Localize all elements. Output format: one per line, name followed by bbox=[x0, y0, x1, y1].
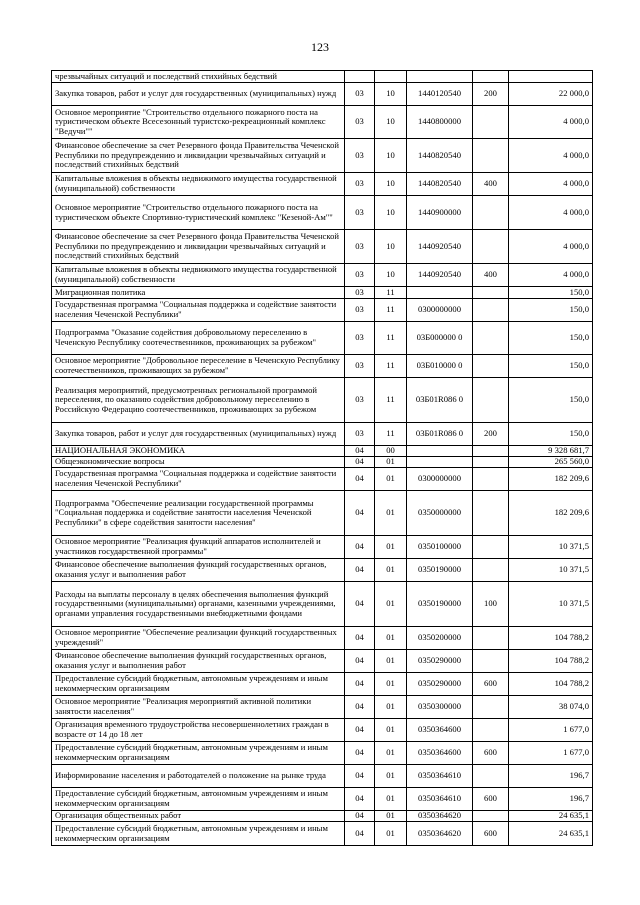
expense-type-cell bbox=[473, 446, 509, 457]
amount-cell: 265 560,0 bbox=[509, 457, 593, 468]
table-row bbox=[52, 822, 593, 846]
section-code-cell: 04 bbox=[345, 719, 375, 742]
section-code-cell: 04 bbox=[345, 811, 375, 822]
budget-table bbox=[51, 70, 593, 846]
table-row bbox=[52, 788, 593, 811]
section-code-cell: 04 bbox=[345, 536, 375, 559]
row-name-cell: Закупка товаров, работ и услуг для государственных (муниципальных) нужд bbox=[52, 83, 345, 106]
section-code-cell: 04 bbox=[345, 627, 375, 650]
target-article-cell: 1440820540 bbox=[407, 139, 473, 173]
table-row bbox=[52, 742, 593, 765]
subsection-code-cell: 01 bbox=[375, 788, 407, 811]
table-row bbox=[52, 673, 593, 696]
target-article-cell: 1440120540 bbox=[407, 83, 473, 106]
row-name-cell: чрезвычайных ситуаций и последствий стихийных бедствий bbox=[52, 71, 345, 83]
subsection-code-cell: 01 bbox=[375, 457, 407, 468]
row-name-cell: Предоставление субсидий бюджетным, автономным учреждениям и иным некоммерческим организациям bbox=[52, 788, 345, 811]
row-name-cell: Основное мероприятие "Строительство отдельного пожарного поста на туристическом объекте Спортивно-туристический комплекс "Кезеной-Ам"" bbox=[52, 196, 345, 230]
amount-cell: 104 788,2 bbox=[509, 673, 593, 696]
target-article-cell: 1440920540 bbox=[407, 264, 473, 287]
amount-cell: 150,0 bbox=[509, 287, 593, 299]
amount-cell: 4 000,0 bbox=[509, 106, 593, 139]
section-code-cell: 04 bbox=[345, 765, 375, 788]
table-row bbox=[52, 196, 593, 230]
section-code-cell: 04 bbox=[345, 446, 375, 457]
row-name-cell: Основное мероприятие "Обеспечение реализации функций государственных учреждений" bbox=[52, 627, 345, 650]
subsection-code-cell: 11 bbox=[375, 287, 407, 299]
expense-type-cell bbox=[473, 811, 509, 822]
subsection-code-cell: 10 bbox=[375, 173, 407, 196]
section-code-cell: 03 bbox=[345, 287, 375, 299]
table-row bbox=[52, 264, 593, 287]
target-article-cell: 1440920540 bbox=[407, 230, 473, 264]
table-row bbox=[52, 71, 593, 83]
amount-cell: 150,0 bbox=[509, 423, 593, 446]
table-row bbox=[52, 559, 593, 582]
row-name-cell: Финансовое обеспечение за счет Резервного фонда Правительства Чеченской Республики по предупреждению и ликвидации чрезвычайных ситуаций и последствий стихийных бедствий bbox=[52, 230, 345, 264]
target-article-cell: 0350364610 bbox=[407, 788, 473, 811]
section-code-cell: 03 bbox=[345, 230, 375, 264]
row-name-cell: Основное мероприятие "Реализация функций аппаратов исполнителей и участников государственной программы" bbox=[52, 536, 345, 559]
expense-type-cell: 400 bbox=[473, 173, 509, 196]
section-code-cell: 03 bbox=[345, 173, 375, 196]
table-row bbox=[52, 536, 593, 559]
target-article-cell: 0350290000 bbox=[407, 650, 473, 673]
amount-cell: 4 000,0 bbox=[509, 173, 593, 196]
subsection-code-cell: 11 bbox=[375, 299, 407, 322]
expense-type-cell bbox=[473, 536, 509, 559]
amount-cell: 150,0 bbox=[509, 378, 593, 423]
section-code-cell: 03 bbox=[345, 423, 375, 446]
subsection-code-cell: 01 bbox=[375, 696, 407, 719]
expense-type-cell bbox=[473, 139, 509, 173]
table-row bbox=[52, 719, 593, 742]
table-row bbox=[52, 139, 593, 173]
expense-type-cell bbox=[473, 468, 509, 491]
table-row bbox=[52, 322, 593, 355]
row-name-cell: Основное мероприятие "Добровольное переселение в Чеченскую Республику соотечественников, проживающих за рубежом" bbox=[52, 355, 345, 378]
target-article-cell bbox=[407, 287, 473, 299]
amount-cell: 24 635,1 bbox=[509, 822, 593, 846]
target-article-cell: 03Б01R086 0 bbox=[407, 378, 473, 423]
section-code-cell: 04 bbox=[345, 696, 375, 719]
expense-type-cell: 600 bbox=[473, 788, 509, 811]
row-name-cell: Организация временного трудоустройства несовершеннолетних граждан в возрасте от 14 до 18 лет bbox=[52, 719, 345, 742]
target-article-cell: 0350100000 bbox=[407, 536, 473, 559]
subsection-code-cell: 01 bbox=[375, 559, 407, 582]
subsection-code-cell: 10 bbox=[375, 139, 407, 173]
subsection-code-cell bbox=[375, 71, 407, 83]
section-code-cell bbox=[345, 71, 375, 83]
section-code-cell: 04 bbox=[345, 491, 375, 536]
subsection-code-cell: 01 bbox=[375, 536, 407, 559]
table-row bbox=[52, 299, 593, 322]
table-row bbox=[52, 423, 593, 446]
row-name-cell: Закупка товаров, работ и услуг для государственных (муниципальных) нужд bbox=[52, 423, 345, 446]
table-row bbox=[52, 650, 593, 673]
subsection-code-cell: 01 bbox=[375, 822, 407, 846]
target-article-cell: 0350190000 bbox=[407, 559, 473, 582]
target-article-cell bbox=[407, 457, 473, 468]
target-article-cell: 0350364610 bbox=[407, 765, 473, 788]
row-name-cell: Предоставление субсидий бюджетным, автономным учреждениям и иным некоммерческим организациям bbox=[52, 742, 345, 765]
expense-type-cell: 600 bbox=[473, 742, 509, 765]
subsection-code-cell: 10 bbox=[375, 83, 407, 106]
subsection-code-cell: 10 bbox=[375, 106, 407, 139]
subsection-code-cell: 01 bbox=[375, 673, 407, 696]
section-code-cell: 03 bbox=[345, 106, 375, 139]
expense-type-cell: 400 bbox=[473, 264, 509, 287]
amount-cell: 4 000,0 bbox=[509, 264, 593, 287]
subsection-code-cell: 11 bbox=[375, 378, 407, 423]
expense-type-cell bbox=[473, 627, 509, 650]
row-name-cell: Основное мероприятие "Реализация мероприятий активной политики занятости населения" bbox=[52, 696, 345, 719]
amount-cell: 9 328 681,7 bbox=[509, 446, 593, 457]
target-article-cell: 0350190000 bbox=[407, 582, 473, 627]
subsection-code-cell: 01 bbox=[375, 765, 407, 788]
table-row bbox=[52, 627, 593, 650]
target-article-cell: 03Б000000 0 bbox=[407, 322, 473, 355]
row-name-cell: Предоставление субсидий бюджетным, автономным учреждениям и иным некоммерческим организациям bbox=[52, 673, 345, 696]
section-code-cell: 03 bbox=[345, 355, 375, 378]
subsection-code-cell: 10 bbox=[375, 196, 407, 230]
expense-type-cell bbox=[473, 106, 509, 139]
row-name-cell: Капитальные вложения в объекты недвижимого имущества государственной (муниципальной) собственности bbox=[52, 173, 345, 196]
section-code-cell: 04 bbox=[345, 788, 375, 811]
section-code-cell: 03 bbox=[345, 299, 375, 322]
amount-cell: 10 371,5 bbox=[509, 582, 593, 627]
row-name-cell: Предоставление субсидий бюджетным, автономным учреждениям и иным некоммерческим организациям bbox=[52, 822, 345, 846]
subsection-code-cell: 10 bbox=[375, 230, 407, 264]
section-code-cell: 03 bbox=[345, 378, 375, 423]
budget-table-body bbox=[52, 71, 593, 846]
target-article-cell: 1440900000 bbox=[407, 196, 473, 230]
subsection-code-cell: 01 bbox=[375, 719, 407, 742]
expense-type-cell bbox=[473, 765, 509, 788]
amount-cell: 104 788,2 bbox=[509, 650, 593, 673]
row-name-cell: Государственная программа "Социальная поддержка и содействие занятости населения Чеченской Республики" bbox=[52, 468, 345, 491]
target-article-cell: 0350364620 bbox=[407, 811, 473, 822]
amount-cell: 104 788,2 bbox=[509, 627, 593, 650]
expense-type-cell: 600 bbox=[473, 673, 509, 696]
row-name-cell: Информирование населения и работодателей о положение на рынке труда bbox=[52, 765, 345, 788]
amount-cell: 1 677,0 bbox=[509, 719, 593, 742]
expense-type-cell bbox=[473, 491, 509, 536]
table-row bbox=[52, 378, 593, 423]
expense-type-cell: 100 bbox=[473, 582, 509, 627]
target-article-cell: 0350364600 bbox=[407, 719, 473, 742]
amount-cell bbox=[509, 71, 593, 83]
subsection-code-cell: 01 bbox=[375, 468, 407, 491]
row-name-cell: Финансовое обеспечение выполнения функций государственных органов, оказания услуг и выполнения работ bbox=[52, 650, 345, 673]
table-row bbox=[52, 811, 593, 822]
table-row bbox=[52, 230, 593, 264]
table-row bbox=[52, 355, 593, 378]
target-article-cell: 0300000000 bbox=[407, 299, 473, 322]
section-code-cell: 04 bbox=[345, 582, 375, 627]
row-name-cell: Подпрограмма "Обеспечение реализации государственной программы "Социальная поддержка и содействие занятости населения Чеченской Республики" в сфере содействия занятости населения" bbox=[52, 491, 345, 536]
expense-type-cell bbox=[473, 196, 509, 230]
subsection-code-cell: 01 bbox=[375, 491, 407, 536]
section-code-cell: 04 bbox=[345, 822, 375, 846]
subsection-code-cell: 01 bbox=[375, 582, 407, 627]
amount-cell: 182 209,6 bbox=[509, 468, 593, 491]
subsection-code-cell: 11 bbox=[375, 322, 407, 355]
expense-type-cell bbox=[473, 71, 509, 83]
table-row bbox=[52, 696, 593, 719]
amount-cell: 150,0 bbox=[509, 299, 593, 322]
amount-cell: 182 209,6 bbox=[509, 491, 593, 536]
expense-type-cell: 200 bbox=[473, 83, 509, 106]
subsection-code-cell: 11 bbox=[375, 355, 407, 378]
row-name-cell: Финансовое обеспечение выполнения функций государственных органов, оказания услуг и выполнения работ bbox=[52, 559, 345, 582]
subsection-code-cell: 01 bbox=[375, 627, 407, 650]
subsection-code-cell: 01 bbox=[375, 650, 407, 673]
amount-cell: 10 371,5 bbox=[509, 536, 593, 559]
table-row bbox=[52, 491, 593, 536]
subsection-code-cell: 11 bbox=[375, 423, 407, 446]
target-article-cell: 0350364600 bbox=[407, 742, 473, 765]
row-name-cell: Организация общественных работ bbox=[52, 811, 345, 822]
expense-type-cell bbox=[473, 696, 509, 719]
section-code-cell: 04 bbox=[345, 559, 375, 582]
table-row bbox=[52, 468, 593, 491]
target-article-cell bbox=[407, 71, 473, 83]
row-name-cell: Финансовое обеспечение за счет Резервного фонда Правительства Чеченской Республики по предупреждению и ликвидации чрезвычайных ситуаций и последствий стихийных бедствий bbox=[52, 139, 345, 173]
target-article-cell: 03Б01R086 0 bbox=[407, 423, 473, 446]
subsection-code-cell: 10 bbox=[375, 264, 407, 287]
expense-type-cell bbox=[473, 378, 509, 423]
section-code-cell: 04 bbox=[345, 742, 375, 765]
amount-cell: 4 000,0 bbox=[509, 230, 593, 264]
target-article-cell: 0350000000 bbox=[407, 491, 473, 536]
subsection-code-cell: 00 bbox=[375, 446, 407, 457]
subsection-code-cell: 01 bbox=[375, 742, 407, 765]
section-code-cell: 03 bbox=[345, 83, 375, 106]
row-name-cell: Подпрограмма "Оказание содействия добровольному переселению в Чеченскую Республику соотечественников, проживающих за рубежом" bbox=[52, 322, 345, 355]
row-name-cell: НАЦИОНАЛЬНАЯ ЭКОНОМИКА bbox=[52, 446, 345, 457]
expense-type-cell bbox=[473, 299, 509, 322]
table-row bbox=[52, 173, 593, 196]
section-code-cell: 04 bbox=[345, 650, 375, 673]
row-name-cell: Основное мероприятие "Строительство отдельного пожарного поста на туристическом объекте Всесезонный туристско-рекреационный комплекс "Ведучи"" bbox=[52, 106, 345, 139]
expense-type-cell bbox=[473, 355, 509, 378]
amount-cell: 38 074,0 bbox=[509, 696, 593, 719]
table-row bbox=[52, 106, 593, 139]
target-article-cell: 1440800000 bbox=[407, 106, 473, 139]
amount-cell: 10 371,5 bbox=[509, 559, 593, 582]
expense-type-cell bbox=[473, 230, 509, 264]
table-row bbox=[52, 457, 593, 468]
amount-cell: 4 000,0 bbox=[509, 196, 593, 230]
table-row bbox=[52, 765, 593, 788]
amount-cell: 22 000,0 bbox=[509, 83, 593, 106]
amount-cell: 150,0 bbox=[509, 322, 593, 355]
amount-cell: 150,0 bbox=[509, 355, 593, 378]
section-code-cell: 03 bbox=[345, 139, 375, 173]
expense-type-cell bbox=[473, 719, 509, 742]
target-article-cell: 1440820540 bbox=[407, 173, 473, 196]
target-article-cell: 0300000000 bbox=[407, 468, 473, 491]
target-article-cell: 0350364620 bbox=[407, 822, 473, 846]
expense-type-cell bbox=[473, 650, 509, 673]
row-name-cell: Общеэкономические вопросы bbox=[52, 457, 345, 468]
amount-cell: 196,7 bbox=[509, 765, 593, 788]
target-article-cell: 0350200000 bbox=[407, 627, 473, 650]
table-row bbox=[52, 83, 593, 106]
target-article-cell: 0350290000 bbox=[407, 673, 473, 696]
expense-type-cell bbox=[473, 322, 509, 355]
subsection-code-cell: 01 bbox=[375, 811, 407, 822]
table-row bbox=[52, 287, 593, 299]
expense-type-cell bbox=[473, 457, 509, 468]
expense-type-cell bbox=[473, 287, 509, 299]
expense-type-cell bbox=[473, 559, 509, 582]
section-code-cell: 03 bbox=[345, 264, 375, 287]
row-name-cell: Миграционная политика bbox=[52, 287, 345, 299]
amount-cell: 1 677,0 bbox=[509, 742, 593, 765]
section-code-cell: 04 bbox=[345, 468, 375, 491]
row-name-cell: Реализация мероприятий, предусмотренных региональной программой переселения, по оказанию содействия добровольному переселению в Российскую Федерацию соотечественников, проживающих за рубежом bbox=[52, 378, 345, 423]
expense-type-cell: 200 bbox=[473, 423, 509, 446]
row-name-cell: Государственная программа "Социальная поддержка и содействие занятости населения Чеченской Республики" bbox=[52, 299, 345, 322]
amount-cell: 4 000,0 bbox=[509, 139, 593, 173]
target-article-cell: 03Б010000 0 bbox=[407, 355, 473, 378]
page-number: 123 bbox=[311, 40, 329, 54]
section-code-cell: 03 bbox=[345, 322, 375, 355]
section-code-cell: 04 bbox=[345, 457, 375, 468]
section-code-cell: 03 bbox=[345, 196, 375, 230]
amount-cell: 196,7 bbox=[509, 788, 593, 811]
table-row bbox=[52, 446, 593, 457]
target-article-cell: 0350300000 bbox=[407, 696, 473, 719]
target-article-cell bbox=[407, 446, 473, 457]
row-name-cell: Капитальные вложения в объекты недвижимого имущества государственной (муниципальной) собственности bbox=[52, 264, 345, 287]
amount-cell: 24 635,1 bbox=[509, 811, 593, 822]
row-name-cell: Расходы на выплаты персоналу в целях обеспечения выполнения функций государственными (муниципальными) органами, казенными учреждениями, органами управления государственными внебюджетными фондами bbox=[52, 582, 345, 627]
table-row bbox=[52, 582, 593, 627]
section-code-cell: 04 bbox=[345, 673, 375, 696]
expense-type-cell: 600 bbox=[473, 822, 509, 846]
